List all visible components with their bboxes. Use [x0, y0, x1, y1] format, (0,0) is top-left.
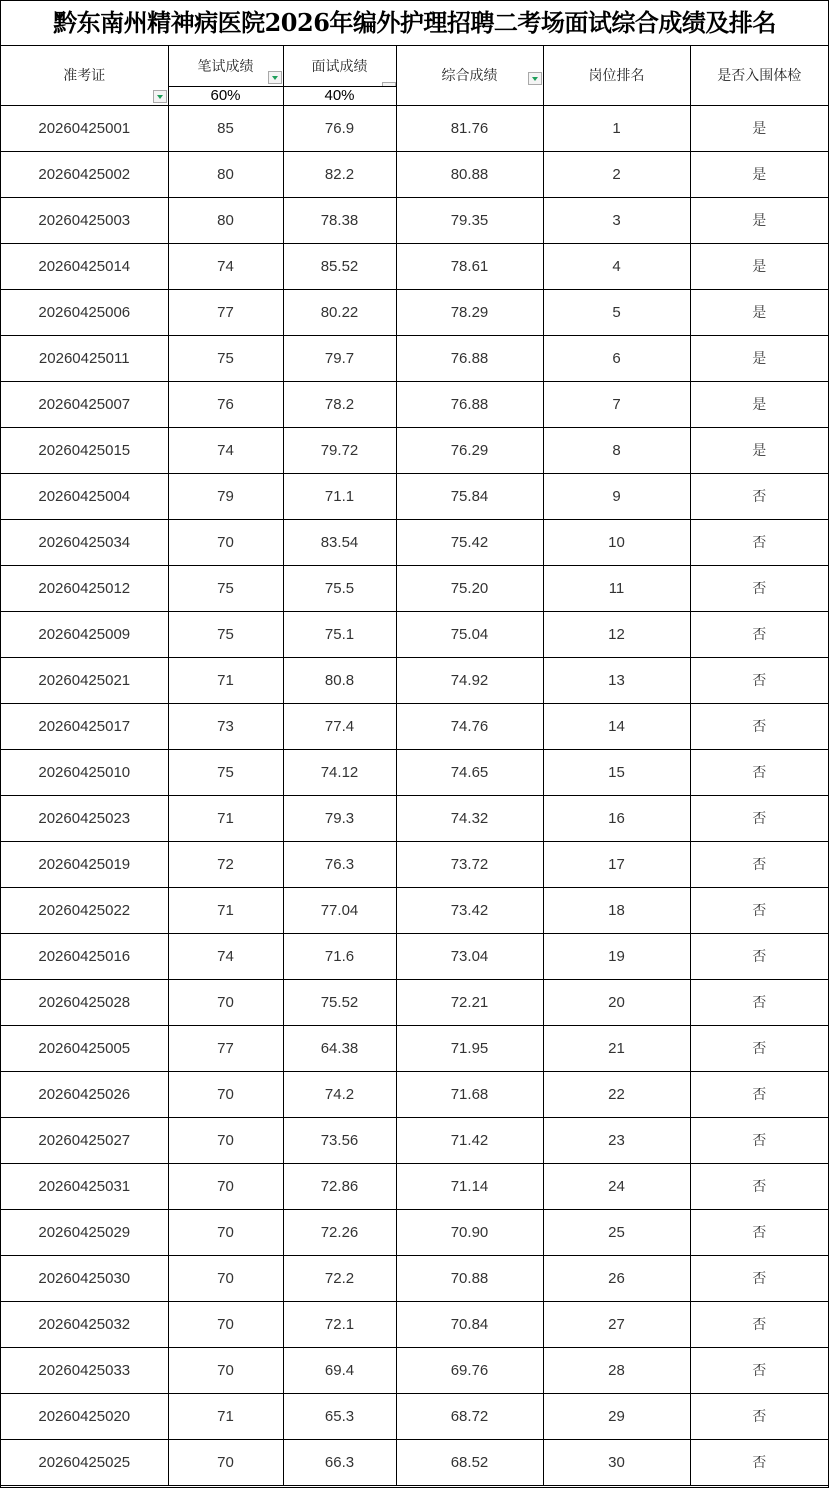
table-row: [1, 749, 828, 795]
cell-total: 72.21: [396, 979, 543, 1025]
cell-written: 71: [168, 795, 283, 841]
cell-total: 74.32: [396, 795, 543, 841]
table-row: [1, 197, 828, 243]
cell-interview: 75.52: [283, 979, 396, 1025]
cell-written: 80: [168, 151, 283, 197]
cell-total: 81.76: [396, 105, 543, 151]
cell-interview: 69.4: [283, 1347, 396, 1393]
cell-rank: 29: [543, 1393, 690, 1439]
cell-rank: 24: [543, 1163, 690, 1209]
cell-total: 76.88: [396, 335, 543, 381]
cell-written: 85: [168, 105, 283, 151]
cell-physical: 否: [690, 795, 828, 841]
cell-physical: 否: [690, 1347, 828, 1393]
cell-total: 78.61: [396, 243, 543, 289]
table-row: [1, 565, 828, 611]
cell-written: 70: [168, 979, 283, 1025]
cell-exam-id: 20260425026: [1, 1071, 168, 1117]
cell-interview: 72.1: [283, 1301, 396, 1347]
cell-exam-id: 20260425006: [1, 289, 168, 335]
cell-total: 75.20: [396, 565, 543, 611]
cell-exam-id: 20260425017: [1, 703, 168, 749]
cell-rank: 2: [543, 151, 690, 197]
header-total-label: 综合成绩: [441, 67, 498, 84]
cell-total: 70.90: [396, 1209, 543, 1255]
cell-physical: 否: [690, 1163, 828, 1209]
written-filter-icon[interactable]: [268, 71, 282, 84]
cell-written: 77: [168, 1025, 283, 1071]
cell-physical: 否: [690, 1071, 828, 1117]
cell-physical: 否: [690, 1301, 828, 1347]
score-table-body: [1, 105, 828, 1485]
table-row: [1, 519, 828, 565]
cell-rank: 23: [543, 1117, 690, 1163]
cell-exam-id: 20260425032: [1, 1301, 168, 1347]
cell-physical: 否: [690, 657, 828, 703]
cell-written: 70: [168, 519, 283, 565]
cell-exam-id: 20260425005: [1, 1025, 168, 1071]
cell-written: 72: [168, 841, 283, 887]
cell-exam-id: 20260425002: [1, 151, 168, 197]
cell-physical: 否: [690, 887, 828, 933]
cell-written: 75: [168, 749, 283, 795]
cell-physical: 否: [690, 1209, 828, 1255]
cell-rank: 25: [543, 1209, 690, 1255]
exam-id-filter-icon[interactable]: [153, 90, 167, 103]
cell-exam-id: 20260425004: [1, 473, 168, 519]
written-weight: 60%: [168, 86, 283, 105]
cell-exam-id: 20260425001: [1, 105, 168, 151]
cell-total: 76.88: [396, 381, 543, 427]
cell-exam-id: 20260425029: [1, 1209, 168, 1255]
cell-exam-id: 20260425012: [1, 565, 168, 611]
cell-interview: 82.2: [283, 151, 396, 197]
cell-physical: 否: [690, 979, 828, 1025]
cell-physical: 否: [690, 1025, 828, 1071]
table-row: [1, 1301, 828, 1347]
table-row: [1, 473, 828, 519]
cell-rank: 27: [543, 1301, 690, 1347]
cell-interview: 85.52: [283, 243, 396, 289]
cell-written: 75: [168, 565, 283, 611]
header-interview-label: 面试成绩: [311, 57, 368, 74]
cell-physical: 否: [690, 703, 828, 749]
table-row: [1, 105, 828, 151]
cell-total: 75.42: [396, 519, 543, 565]
cell-written: 70: [168, 1347, 283, 1393]
cell-total: 71.95: [396, 1025, 543, 1071]
cell-total: 71.68: [396, 1071, 543, 1117]
table-row: [1, 611, 828, 657]
cell-rank: 15: [543, 749, 690, 795]
cell-exam-id: 20260425030: [1, 1255, 168, 1301]
table-row: [1, 1071, 828, 1117]
cell-written: 71: [168, 1393, 283, 1439]
cell-rank: 22: [543, 1071, 690, 1117]
cell-exam-id: 20260425027: [1, 1117, 168, 1163]
cell-physical: 否: [690, 1393, 828, 1439]
cell-rank: 11: [543, 565, 690, 611]
cell-total: 71.14: [396, 1163, 543, 1209]
cell-written: 70: [168, 1255, 283, 1301]
cell-physical: 是: [690, 243, 828, 289]
cell-physical: 是: [690, 151, 828, 197]
table-row: [1, 703, 828, 749]
cell-rank: 18: [543, 887, 690, 933]
cell-interview: 79.7: [283, 335, 396, 381]
cell-physical: 是: [690, 105, 828, 151]
cell-total: 75.84: [396, 473, 543, 519]
cell-total: 73.04: [396, 933, 543, 979]
total-filter-icon[interactable]: [528, 72, 542, 85]
cell-exam-id: 20260425033: [1, 1347, 168, 1393]
table-row: [1, 1255, 828, 1301]
cell-total: 78.29: [396, 289, 543, 335]
cell-interview: 78.2: [283, 381, 396, 427]
cell-rank: 1: [543, 105, 690, 151]
cell-exam-id: 20260425009: [1, 611, 168, 657]
cell-written: 77: [168, 289, 283, 335]
cell-physical: 否: [690, 565, 828, 611]
cell-exam-id: 20260425010: [1, 749, 168, 795]
table-row: [1, 1209, 828, 1255]
cell-rank: 13: [543, 657, 690, 703]
cell-physical: 是: [690, 289, 828, 335]
cell-exam-id: 20260425016: [1, 933, 168, 979]
header-rank: [543, 46, 690, 105]
cell-total: 73.42: [396, 887, 543, 933]
table-row: [1, 979, 828, 1025]
table-row: [1, 1393, 828, 1439]
cell-interview: 79.3: [283, 795, 396, 841]
cell-total: 70.88: [396, 1255, 543, 1301]
table-row: [1, 335, 828, 381]
table-row: [1, 151, 828, 197]
header-rank-label: 岗位排名: [588, 67, 645, 84]
cell-interview: 77.4: [283, 703, 396, 749]
cell-rank: 26: [543, 1255, 690, 1301]
header-physical: [690, 46, 828, 105]
cell-physical: 否: [690, 1255, 828, 1301]
cell-total: 71.42: [396, 1117, 543, 1163]
cell-interview: 71.6: [283, 933, 396, 979]
table-row: [1, 1163, 828, 1209]
cell-total: 80.88: [396, 151, 543, 197]
cell-total: 74.65: [396, 749, 543, 795]
cell-rank: 17: [543, 841, 690, 887]
cell-physical: 是: [690, 335, 828, 381]
cell-total: 79.35: [396, 197, 543, 243]
cell-exam-id: 20260425023: [1, 795, 168, 841]
cell-exam-id: 20260425022: [1, 887, 168, 933]
cell-exam-id: 20260425015: [1, 427, 168, 473]
cell-total: 69.76: [396, 1347, 543, 1393]
cell-interview: 72.2: [283, 1255, 396, 1301]
table-row: [1, 795, 828, 841]
cell-exam-id: 20260425028: [1, 979, 168, 1025]
cell-interview: 78.38: [283, 197, 396, 243]
cell-exam-id: 20260425020: [1, 1393, 168, 1439]
cell-exam-id: 20260425025: [1, 1439, 168, 1485]
cell-interview: 80.8: [283, 657, 396, 703]
cell-written: 70: [168, 1209, 283, 1255]
cell-rank: 7: [543, 381, 690, 427]
page-title: 黔东南州精神病医院2026年编外护理招聘二考场面试综合成绩及排名: [1, 1, 828, 46]
header-written: [168, 46, 283, 86]
score-table: [1, 46, 828, 1486]
cell-written: 70: [168, 1117, 283, 1163]
table-row: [1, 289, 828, 335]
table-row: [1, 887, 828, 933]
table-row: [1, 427, 828, 473]
cell-rank: 12: [543, 611, 690, 657]
cell-total: 68.72: [396, 1393, 543, 1439]
cell-interview: 79.72: [283, 427, 396, 473]
cell-rank: 3: [543, 197, 690, 243]
header-interview: [283, 46, 396, 86]
cell-written: 70: [168, 1439, 283, 1485]
cell-interview: 75.5: [283, 565, 396, 611]
cell-rank: 6: [543, 335, 690, 381]
cell-physical: 是: [690, 197, 828, 243]
cell-exam-id: 20260425003: [1, 197, 168, 243]
cell-interview: 76.3: [283, 841, 396, 887]
header-exam-id: [1, 46, 168, 105]
cell-written: 71: [168, 657, 283, 703]
interview-weight: 40%: [283, 86, 396, 105]
cell-exam-id: 20260425021: [1, 657, 168, 703]
table-row: [1, 1117, 828, 1163]
cell-total: 74.92: [396, 657, 543, 703]
cell-written: 80: [168, 197, 283, 243]
cell-written: 74: [168, 427, 283, 473]
cell-physical: 否: [690, 473, 828, 519]
cell-interview: 64.38: [283, 1025, 396, 1071]
cell-rank: 9: [543, 473, 690, 519]
cell-rank: 16: [543, 795, 690, 841]
header-total: [396, 46, 543, 105]
cell-exam-id: 20260425034: [1, 519, 168, 565]
cell-total: 73.72: [396, 841, 543, 887]
cell-rank: 20: [543, 979, 690, 1025]
table-row: [1, 381, 828, 427]
cell-total: 76.29: [396, 427, 543, 473]
cell-exam-id: 20260425019: [1, 841, 168, 887]
cell-interview: 76.9: [283, 105, 396, 151]
cell-physical: 否: [690, 933, 828, 979]
cell-total: 74.76: [396, 703, 543, 749]
table-row: [1, 1025, 828, 1071]
cell-total: 68.52: [396, 1439, 543, 1485]
cell-interview: 72.26: [283, 1209, 396, 1255]
cell-written: 70: [168, 1071, 283, 1117]
cell-rank: 28: [543, 1347, 690, 1393]
cell-physical: 是: [690, 381, 828, 427]
cell-physical: 否: [690, 1439, 828, 1485]
table-row: [1, 657, 828, 703]
cell-exam-id: 20260425011: [1, 335, 168, 381]
cell-written: 75: [168, 335, 283, 381]
cell-written: 70: [168, 1301, 283, 1347]
cell-rank: 19: [543, 933, 690, 979]
cell-exam-id: 20260425007: [1, 381, 168, 427]
cell-interview: 83.54: [283, 519, 396, 565]
cell-physical: 否: [690, 1117, 828, 1163]
cell-rank: 8: [543, 427, 690, 473]
cell-interview: 71.1: [283, 473, 396, 519]
cell-rank: 30: [543, 1439, 690, 1485]
cell-physical: 否: [690, 749, 828, 795]
cell-written: 75: [168, 611, 283, 657]
cell-written: 73: [168, 703, 283, 749]
cell-interview: 65.3: [283, 1393, 396, 1439]
cell-interview: 80.22: [283, 289, 396, 335]
cell-written: 71: [168, 887, 283, 933]
cell-physical: 是: [690, 427, 828, 473]
cell-interview: 66.3: [283, 1439, 396, 1485]
table-row: [1, 933, 828, 979]
cell-interview: 77.04: [283, 887, 396, 933]
table-row: [1, 1347, 828, 1393]
table-row: [1, 841, 828, 887]
cell-written: 74: [168, 933, 283, 979]
table-row: [1, 1439, 828, 1485]
header-exam-id-label: 准考证: [63, 67, 106, 84]
header-written-label: 笔试成绩: [197, 57, 254, 74]
cell-exam-id: 20260425031: [1, 1163, 168, 1209]
cell-total: 75.04: [396, 611, 543, 657]
cell-rank: 10: [543, 519, 690, 565]
cell-written: 70: [168, 1163, 283, 1209]
cell-interview: 74.2: [283, 1071, 396, 1117]
cell-physical: 否: [690, 519, 828, 565]
cell-rank: 5: [543, 289, 690, 335]
cell-written: 79: [168, 473, 283, 519]
cell-written: 74: [168, 243, 283, 289]
cell-rank: 14: [543, 703, 690, 749]
header-physical-label: 是否入围体检: [717, 67, 802, 84]
cell-physical: 否: [690, 841, 828, 887]
cell-interview: 73.56: [283, 1117, 396, 1163]
cell-interview: 74.12: [283, 749, 396, 795]
cell-rank: 21: [543, 1025, 690, 1071]
cell-total: 70.84: [396, 1301, 543, 1347]
cell-exam-id: 20260425014: [1, 243, 168, 289]
cell-written: 76: [168, 381, 283, 427]
cell-interview: 75.1: [283, 611, 396, 657]
cell-rank: 4: [543, 243, 690, 289]
cell-interview: 72.86: [283, 1163, 396, 1209]
table-row: [1, 243, 828, 289]
cell-physical: 否: [690, 611, 828, 657]
